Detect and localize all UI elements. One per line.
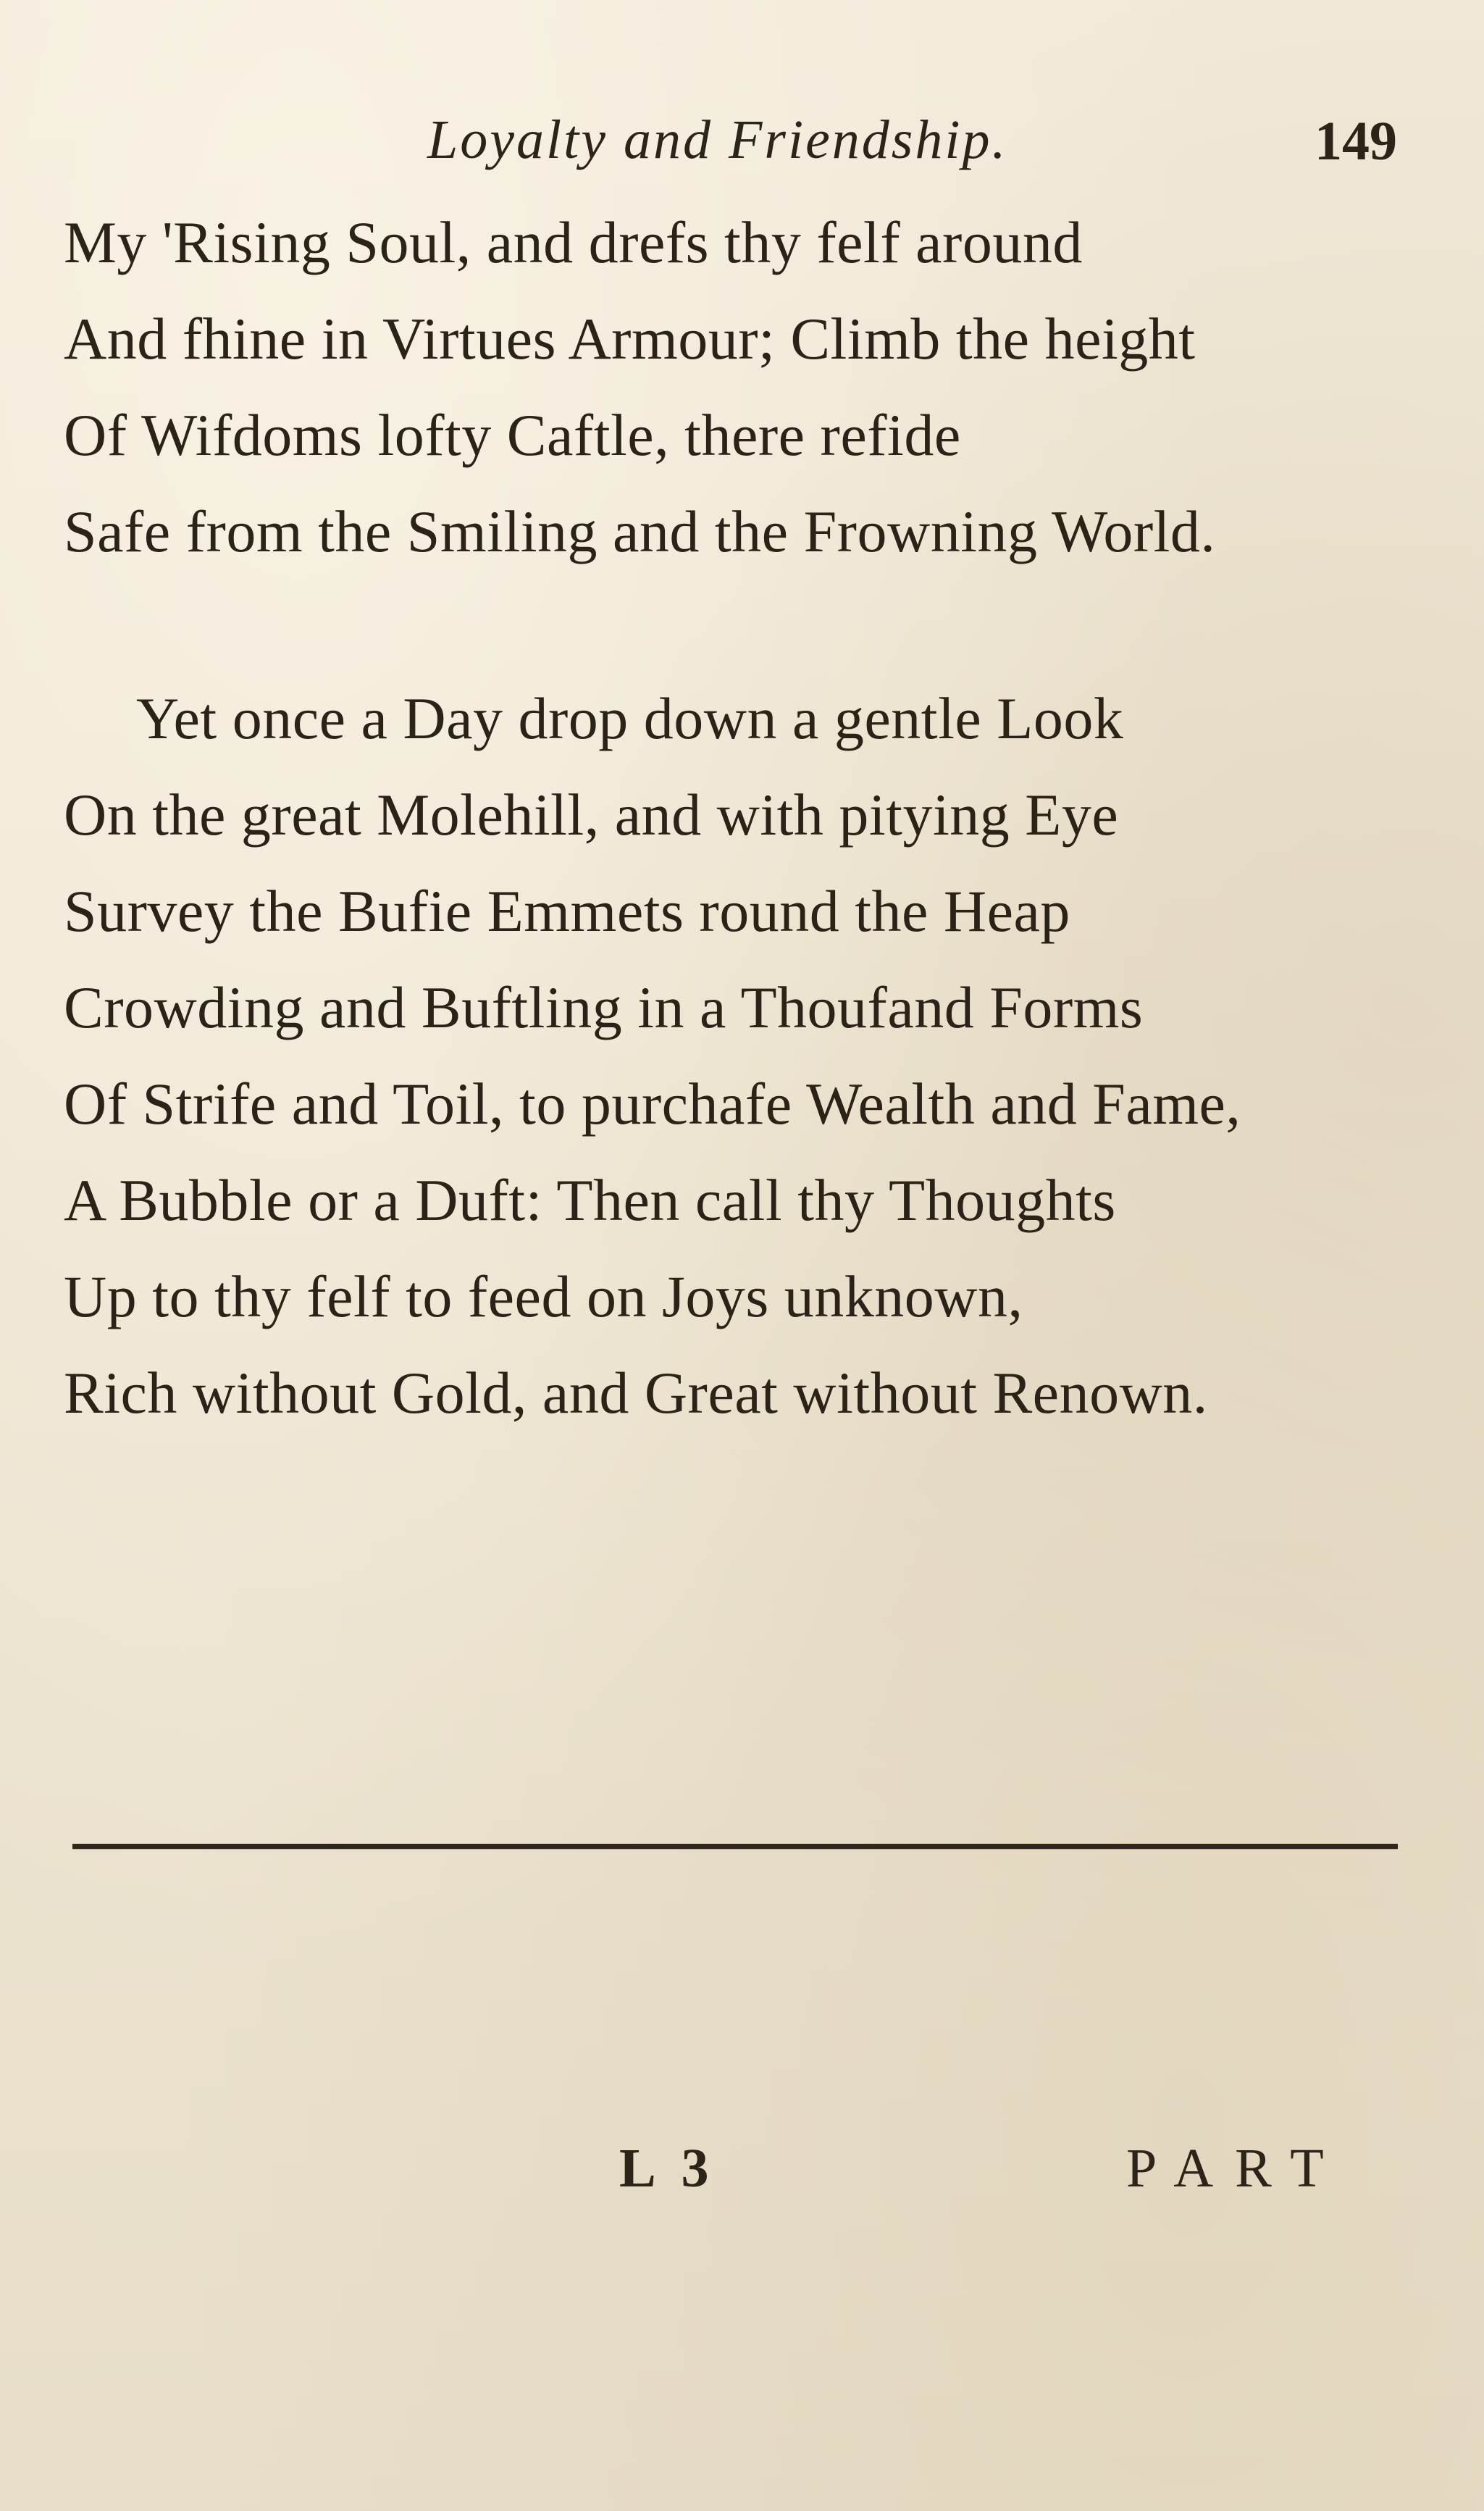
verse-line: Of Strife and Toil, to purchafe Wealth and Fame, (64, 1071, 1241, 1137)
verse-line: Yet once a Day drop down a gentle Look (136, 685, 1124, 751)
verse-line: A Bubble or a Duft: Then call thy Thoughts (64, 1167, 1116, 1233)
stanza-2 (64, 670, 1241, 1441)
verse-line: Crowding and Buftling in a Thoufand Forms (64, 974, 1144, 1040)
verse-line: My 'Rising Soul, and drefs thy felf around (64, 209, 1083, 275)
section-divider-rule (72, 1844, 1398, 1850)
signature-mark: L 3 (619, 2138, 716, 2199)
running-title: Loyalty and Friendship. (427, 109, 1008, 170)
verse-line: Survey the Bufie Emmets round the Heap (64, 878, 1070, 944)
verse-line: And fhine in Virtues Armour; Climb the height (64, 306, 1196, 372)
verse-line: On the great Molehill, and with pitying Eye (64, 782, 1119, 848)
verse-line: Up to thy felf to feed on Joys unknown, (64, 1263, 1023, 1329)
catchword: PART (1126, 2138, 1346, 2199)
verse-line: Safe from the Smiling and the Frowning World. (64, 498, 1216, 564)
verse-line: Of Wifdoms lofty Caftle, there refide (64, 402, 961, 468)
stanza-1 (64, 194, 1215, 580)
page-number: 149 (1315, 111, 1397, 172)
verse-line: Rich without Gold, and Great without Renown. (64, 1360, 1208, 1426)
